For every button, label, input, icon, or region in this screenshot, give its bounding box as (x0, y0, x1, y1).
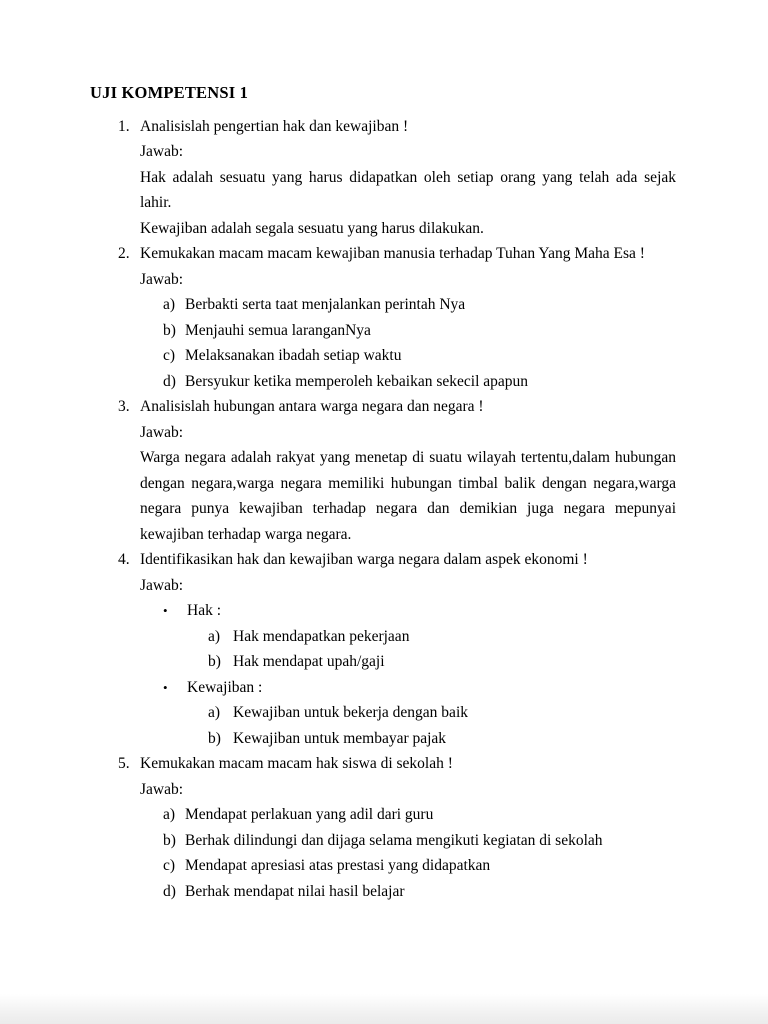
bullet-group-label: Hak : (187, 602, 222, 619)
answer-item (208, 726, 676, 752)
answer-section (140, 267, 676, 395)
document-body (90, 114, 676, 905)
question-block-5 (90, 751, 676, 904)
answer-item (208, 624, 676, 650)
answer-section (140, 420, 676, 548)
item-text: Berhak mendapat nilai hasil belajar (185, 882, 405, 900)
answer-item (163, 369, 676, 395)
answer-paragraph: Kewajiban adalah segala sesuatu yang harus dilakukan. (140, 219, 484, 237)
question-block-4 (90, 547, 676, 751)
answer-paragraph: Warga negara adalah rakyat yang menetap di suatu wilayah tertentu,dalam hubungan dengan negara,warga negara memiliki hubungan timbal balik dengan negara,warga negara punya kewajiban terhadap negara dan demikian juga negara mepunyai kewajiban terhadap warga negara. (140, 449, 676, 543)
question-row (118, 114, 676, 140)
answer-section (140, 777, 676, 905)
question-text: Identifikasikan hak dan kewajiban warga negara dalam aspek ekonomi ! (140, 551, 588, 568)
question-number: 4. (118, 551, 130, 568)
jawab-label: Jawab: (140, 780, 184, 798)
question-row (118, 547, 676, 573)
question-block-1 (90, 114, 676, 242)
question-row (118, 241, 676, 267)
bullet-group-label: Kewajiban : (187, 678, 263, 696)
answer-item (163, 318, 676, 344)
answer-paragraph: Hak adalah sesuatu yang harus didapatkan oleh setiap orang yang telah ada sejak lahir. (140, 168, 676, 211)
bullet-group-header (163, 675, 676, 701)
item-text: Bersyukur ketika memperoleh kebaikan sekecil apapun (185, 372, 529, 390)
bullet-icon: • (163, 679, 168, 695)
question-number: 1. (118, 117, 130, 135)
bullet-icon: • (163, 603, 168, 618)
question-number: 5. (118, 755, 130, 772)
answer-item (163, 343, 676, 369)
page-bottom-edge (0, 994, 768, 1024)
answer-item (163, 292, 676, 318)
bullet-group-header (163, 598, 676, 624)
item-letter: a) (163, 806, 176, 823)
question-number: 3. (118, 398, 130, 415)
item-letter: c) (163, 857, 176, 874)
item-text: Melaksanakan ibadah setiap waktu (185, 347, 402, 364)
question-text: Analisislah hubungan antara warga negara dan negara ! (140, 398, 484, 415)
answer-section (140, 573, 676, 752)
jawab-label: Jawab: (140, 576, 184, 594)
jawab-label: Jawab: (140, 143, 184, 160)
item-letter: a) (163, 296, 176, 313)
item-letter: a) (208, 627, 221, 645)
item-letter: b) (208, 653, 221, 670)
item-letter: b) (163, 831, 176, 849)
question-text: Analisislah pengertian hak dan kewajiban ! (140, 117, 409, 135)
question-block-3 (90, 394, 676, 547)
item-text: Kewajiban untuk membayar pajak (233, 729, 447, 747)
item-letter: a) (208, 704, 221, 721)
question-number: 2. (118, 245, 130, 262)
jawab-label: Jawab: (140, 270, 184, 288)
item-letter: b) (163, 321, 176, 339)
item-letter: d) (163, 372, 176, 390)
item-text: Hak mendapatkan pekerjaan (233, 627, 410, 645)
item-letter: d) (163, 882, 176, 900)
answer-item (163, 853, 676, 879)
item-text: Berhak dilindungi dan dijaga selama mengikuti kegiatan di sekolah (185, 831, 603, 849)
jawab-label: Jawab: (140, 423, 184, 441)
answer-item (163, 828, 676, 854)
item-text: Mendapat apresiasi atas prestasi yang didapatkan (185, 857, 491, 874)
question-row (118, 751, 676, 777)
item-text: Hak mendapat upah/gaji (233, 653, 385, 670)
item-text: Berbakti serta taat menjalankan perintah Nya (185, 296, 466, 313)
question-text: Kemukakan macam macam kewajiban manusia terhadap Tuhan Yang Maha Esa ! (140, 245, 645, 262)
answer-item (208, 649, 676, 675)
item-text: Menjauhi semua laranganNya (185, 321, 371, 339)
item-letter: b) (208, 729, 221, 747)
item-letter: c) (163, 347, 176, 364)
item-text: Kewajiban untuk bekerja dengan baik (233, 704, 468, 721)
answer-item (208, 700, 676, 726)
question-row (118, 394, 676, 420)
item-text: Mendapat perlakuan yang adil dari guru (185, 806, 434, 823)
answer-item (163, 802, 676, 828)
answer-item (163, 879, 676, 905)
question-block-2 (90, 241, 676, 394)
document-title: UJI KOMPETENSI 1 (90, 83, 249, 102)
question-text: Kemukakan macam macam hak siswa di sekolah ! (140, 755, 453, 772)
answer-section (140, 139, 676, 241)
